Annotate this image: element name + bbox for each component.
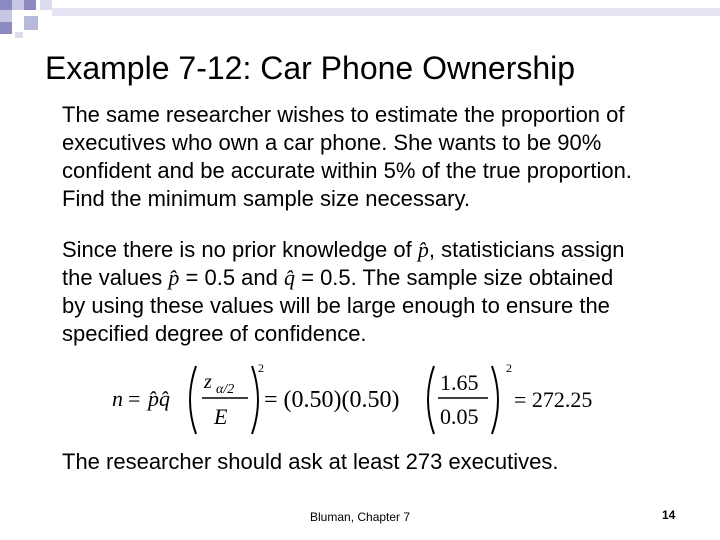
formula-alpha-half: α/2: [216, 382, 235, 397]
p-hat-symbol: p̂: [417, 237, 429, 262]
intro-paragraph: [62, 101, 702, 213]
page-number: 14: [662, 508, 676, 522]
q-hat-symbol: q̂: [284, 265, 295, 290]
p-hat-symbol: p̂: [168, 265, 180, 290]
formula-denominator: 0.05: [440, 404, 479, 429]
formula-square: 2: [258, 361, 264, 375]
assumption-line-2: the values p̂ = 0.5 and q̂ = 0.5. The sample size obtained: [62, 265, 614, 290]
formula-square: 2: [506, 361, 512, 375]
formula-n: n: [112, 386, 123, 411]
formula-equals: =: [128, 386, 141, 411]
slide-title: Example 7-12: Car Phone Ownership: [45, 50, 576, 86]
intro-line: executives who own a car phone. She wants to be 90%: [62, 130, 602, 155]
assumption-line-1: Since there is no prior knowledge of p̂, statisticians assign: [62, 237, 625, 262]
formula-pq: p̂q̂: [148, 386, 170, 411]
footer-text: Bluman, Chapter 7: [310, 510, 411, 524]
formula-mid: = (0.50)(0.50): [264, 387, 400, 413]
intro-line: Find the minimum sample size necessary.: [62, 186, 470, 211]
assumption-paragraph: [62, 236, 702, 348]
intro-line: The same researcher wishes to estimate the proportion of: [62, 102, 625, 127]
assumption-line-4: specified degree of confidence.: [62, 321, 367, 346]
formula-E: E: [214, 404, 228, 429]
assumption-line-3: by using these values will be large enough to ensure the: [62, 293, 610, 318]
intro-line: confident and be accurate within 5% of the true proportion.: [62, 158, 632, 183]
sample-size-formula: [112, 360, 632, 440]
formula-result: = 272.25: [514, 387, 593, 412]
conclusion-text: The researcher should ask at least 273 executives.: [62, 449, 559, 474]
formula-z: z: [204, 371, 212, 393]
formula-numerator: 1.65: [440, 370, 479, 395]
